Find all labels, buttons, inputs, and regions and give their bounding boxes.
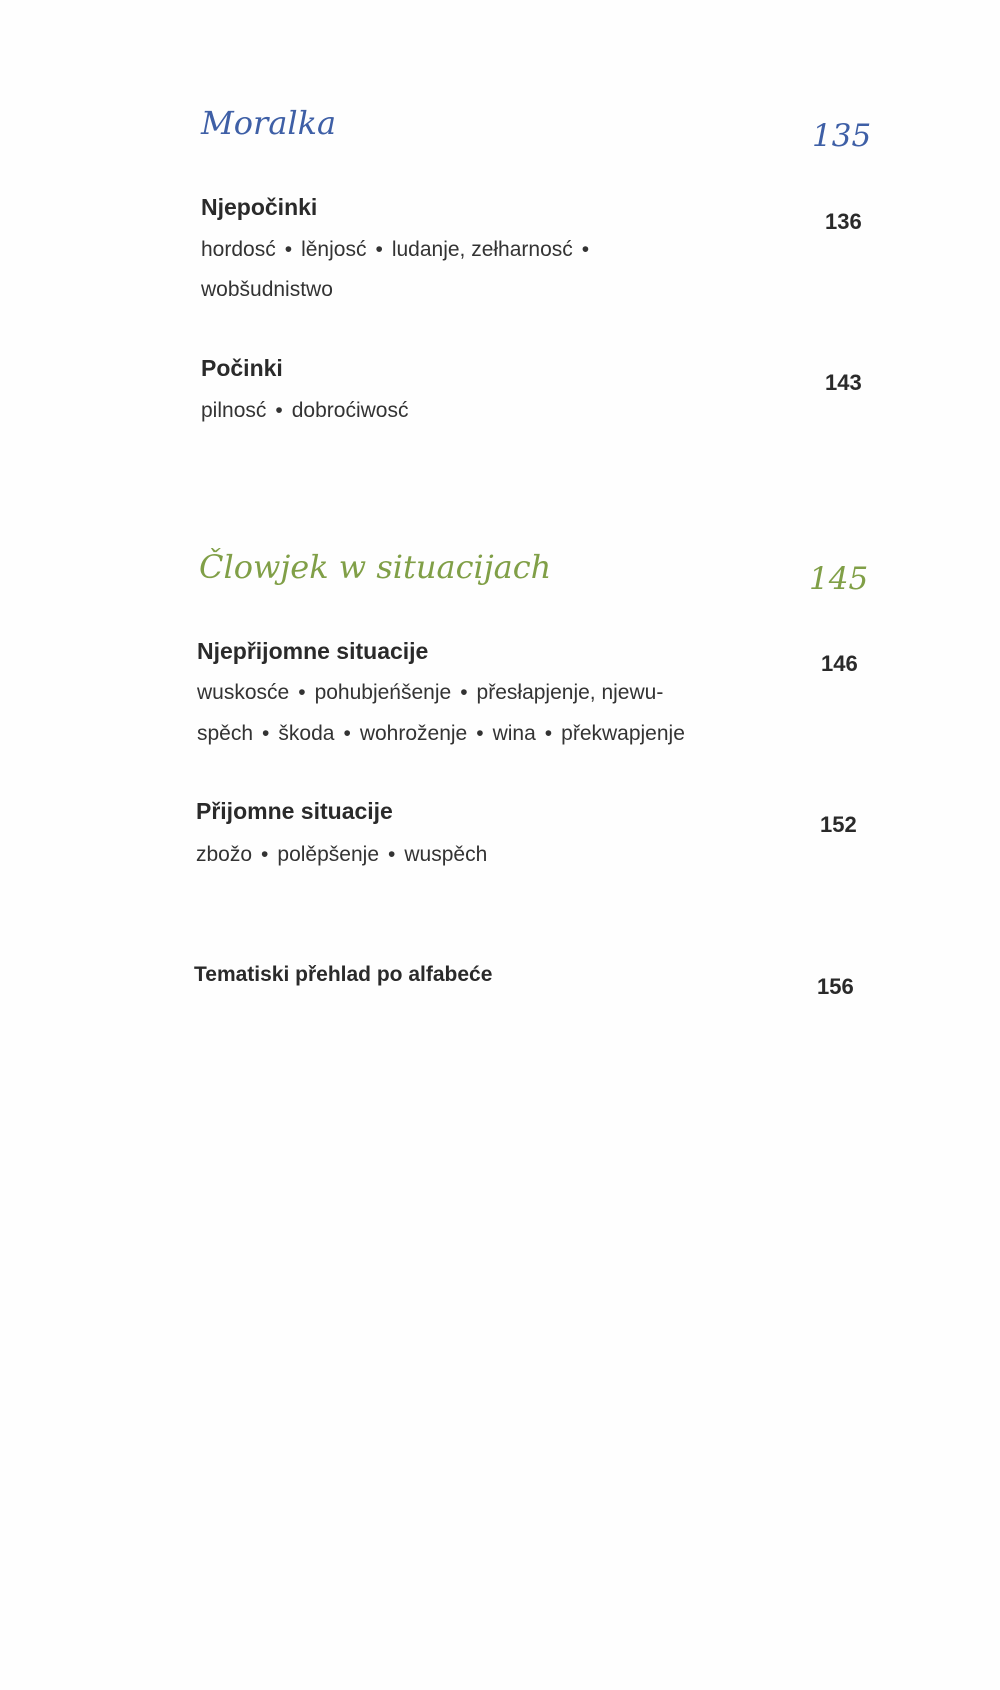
entry-title-pocinki: Počinki [201, 355, 283, 381]
bullet-icon: • [262, 722, 270, 745]
topic: přesłapjenje, njewu- [476, 681, 664, 704]
index-page: 156 [817, 974, 854, 999]
topic: hordosć [201, 238, 276, 261]
entry-page-njepocinki: 136 [825, 209, 862, 234]
entry-topics-line [196, 844, 487, 865]
bullet-icon: • [261, 843, 269, 866]
entry-title-njeprijomne: Njepřijomne situacije [197, 638, 429, 664]
topic: škoda [278, 722, 335, 745]
topic: spěch [197, 722, 254, 745]
topic: překwapjenje [561, 722, 685, 745]
entry-page-njeprijomne: 146 [821, 651, 858, 676]
entry-title-prijomne: Přijomne situacije [196, 798, 393, 824]
topic: wina [492, 722, 536, 745]
entry-topics-line [197, 682, 663, 703]
bullet-icon: • [460, 681, 468, 704]
bullet-icon: • [298, 681, 306, 704]
topic: ludanje, zełharnosć [391, 238, 573, 261]
bullet-icon: • [476, 722, 484, 745]
section-page-clowjek: 145 [809, 561, 869, 597]
topic: polěpšenje [277, 843, 379, 866]
topic: wobšudnistwo [201, 278, 333, 301]
bullet-icon: • [343, 722, 351, 745]
index-title: Tematiski přehlad po alfabeće [194, 963, 493, 986]
topic: wuspěch [404, 843, 488, 866]
entry-title-njepocinki: Njepočinki [201, 194, 318, 220]
topic: pohubjeńšenje [314, 681, 452, 704]
topic: lěnjosć [301, 238, 367, 261]
topic: zbožo [196, 843, 253, 866]
entry-topics-line [201, 400, 408, 421]
bullet-icon: • [544, 722, 553, 745]
bullet-icon: • [275, 399, 283, 422]
bullet-icon: • [388, 843, 396, 866]
entry-page-prijomne: 152 [820, 812, 857, 837]
entry-page-pocinki: 143 [825, 370, 862, 395]
entry-topics-line [201, 239, 598, 260]
topic: pilnosć [201, 399, 267, 422]
topic: dobroćiwosć [291, 399, 409, 422]
section-page-moralka: 135 [812, 118, 872, 154]
topic: wohroženje [359, 722, 468, 745]
bullet-icon: • [375, 238, 383, 261]
entry-topics-line [197, 723, 685, 744]
bullet-icon: • [581, 238, 590, 261]
section-title-clowjek: Člowjek w situacijach [199, 548, 552, 586]
entry-topics-line [201, 279, 333, 300]
topic: wuskosće [197, 681, 290, 704]
bullet-icon: • [284, 238, 293, 261]
section-title-moralka: Moralka [201, 104, 337, 142]
